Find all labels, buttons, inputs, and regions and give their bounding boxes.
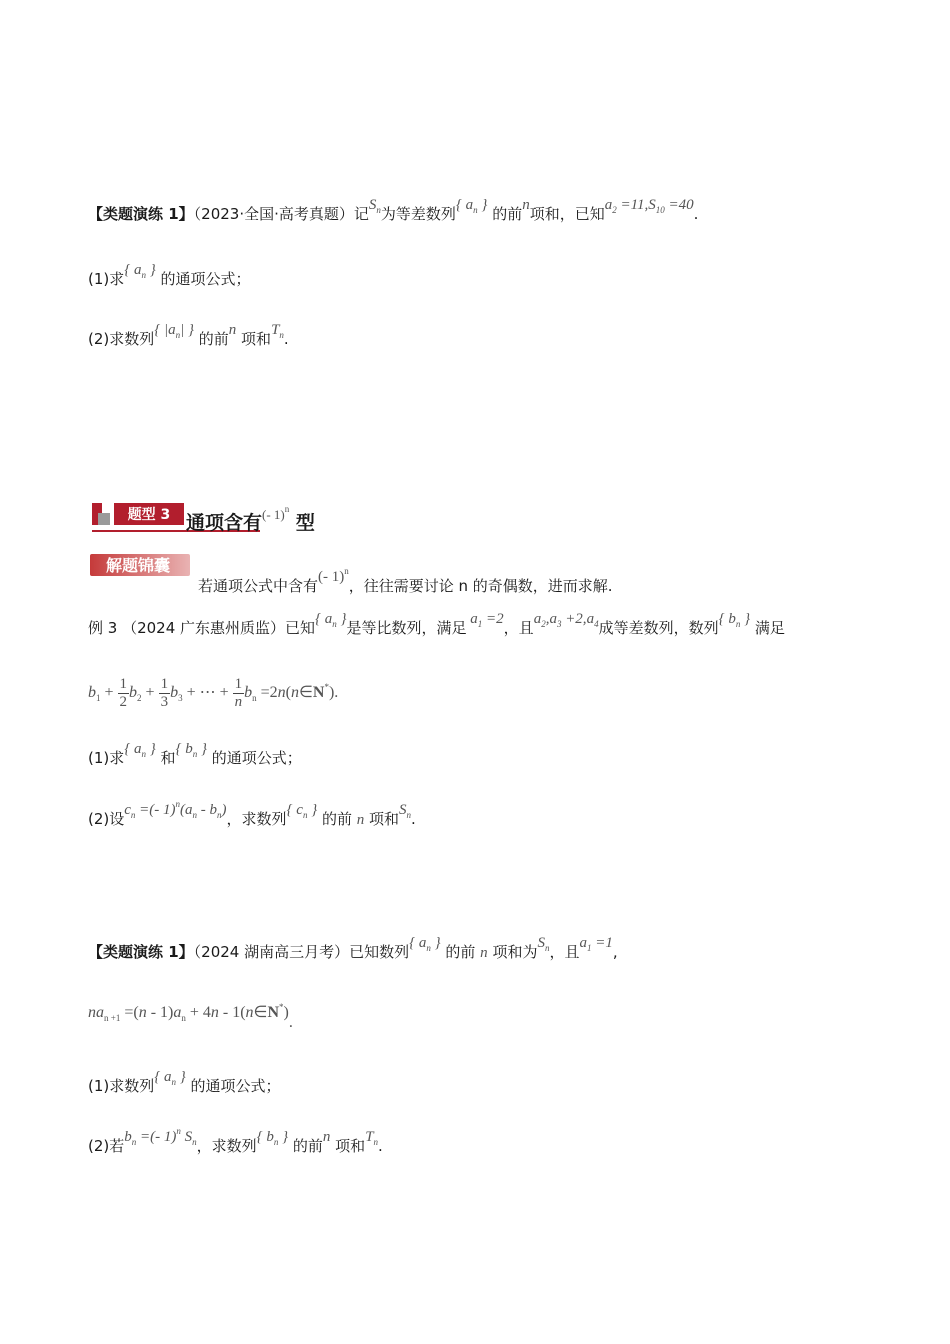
tip-badge-text: 解题锦囊 [105, 556, 171, 575]
tip-badge [90, 552, 190, 578]
tip-text: 若通项公式中含有(- 1)$^n$，往往需要讨论 n 的奇偶数，进而求解. [198, 566, 613, 595]
math-a2-a3-a4: $a_2,a_3 +2,a_4$ [533, 611, 599, 629]
math-seq-an: { $a_n$ } [315, 611, 347, 629]
math-seq-an: { $a_n$ } [124, 262, 156, 280]
section-badge-text: 题型 3 [127, 507, 171, 523]
practice2-formula: $na_{n +1} =(n - 1)a_n + 4n$ - 1(n∈N*). [88, 1002, 293, 1031]
example3-statement: 例 3 （2024 广东惠州质监）已知{ $a_n$ }是等比数列，满足 $a_1 =2$，且$a_2,a_3 +2,a_4$成等差数列，数列{ $b_n$ } 满足 [88, 611, 785, 637]
math-seq-abs-an: { $|a_n|$ } [154, 322, 194, 340]
math-a1: $a_1 =2$ [470, 611, 504, 629]
math-n: n [228, 322, 237, 338]
practice1-q2: (2)求数列{ $|a_n|$ } 的前n 项和$T_n$. [88, 322, 289, 348]
math-seq-an: { $a_n$ } [455, 197, 488, 215]
section-title: 通项含有$^{(- 1)^n}$ 型 [186, 504, 315, 534]
math-Sn: $S_n$ [368, 197, 381, 215]
practice2-statement: 【类题演练 1】（2024 湖南高三月考）已知数列{ $a_n$ } 的前 n 项和为$S_n$，且$a_1 =1$, [88, 935, 618, 961]
practice1-source: （2023·全国·高考真题）记 [193, 205, 369, 223]
practice1-label: 【类题演练 1】 [88, 205, 194, 223]
example3-q1: (1)求{ $a_n$ } 和{ $b_n$ } 的通项公式； [88, 741, 302, 767]
practice2-q1: (1)求数列{ $a_n$ } 的通项公式； [88, 1069, 281, 1095]
practice1-statement: 【类题演练 1】（2023·全国·高考真题）记$S_n$为等差数列{ $a_n$ } 的前n项和，已知$a_2 =11,S_{10} =40$. [88, 197, 699, 223]
section-badge [92, 503, 184, 525]
example3-formula: $b_1$ + $\frac{1}{2}$ $b_2$ + $\frac{1}{3}$ $b_3$ + ⋯ + $\frac{1}{n}$ $b_n$ =2n(n∈N*). [88, 676, 339, 710]
example3-q2: (2)设$c_n$ =(- $1)^n(a_n - b_n)$，求数列{ $c_n$ } 的前 n 项和$S_n$. [88, 799, 416, 828]
math-a2-S10: $a_2 =11,S_{10} =40$ [604, 197, 694, 215]
practice1-q1: (1)求{ $a_n$ } 的通项公式； [88, 262, 251, 288]
math-bn-def: $b_n$ =(- 1)$^n$ $S_n$ [124, 1126, 197, 1147]
math-cn-def: $c_n$ =(- $1)^n(a_n - b_n)$ [124, 799, 227, 820]
practice2-q2: (2)若$b_n$ =(- 1)$^n$ $S_n$，求数列{ $b_n$ } 的前n 项和$T_n$. [88, 1126, 383, 1155]
math-Tn: $T_n$ [271, 322, 284, 340]
math-n: n [522, 197, 530, 213]
math-seq-bn: { $b_n$ } [718, 611, 751, 629]
